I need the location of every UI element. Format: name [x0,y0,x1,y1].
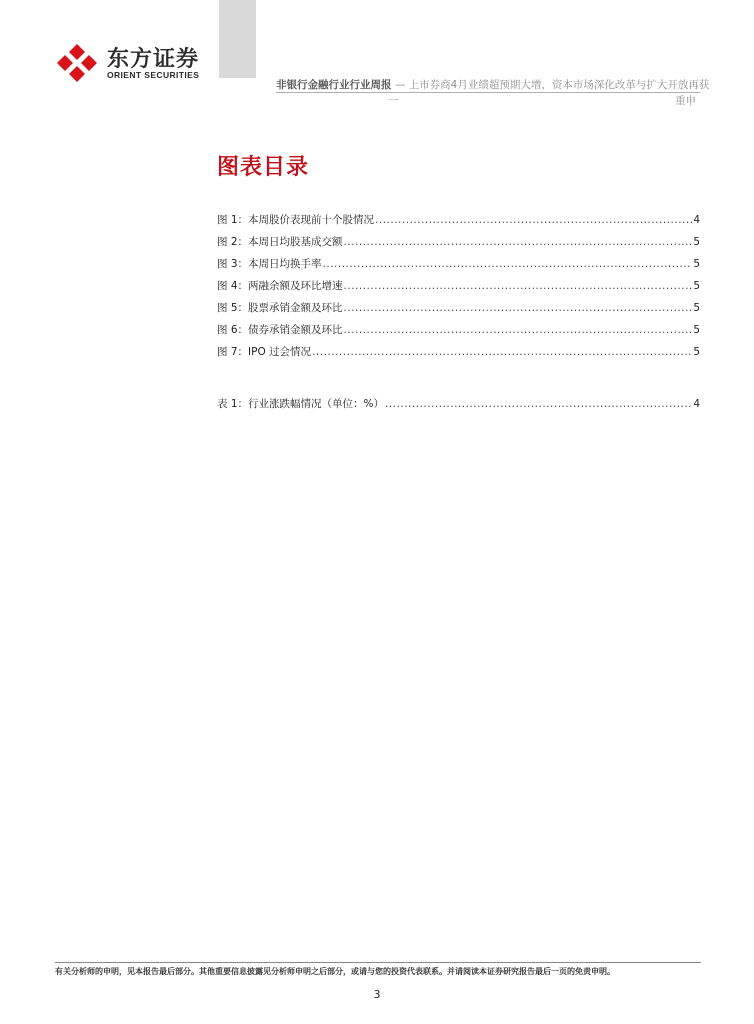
report-subtitle: 上市券商4月业绩超预期大增，资本市场深化改革与扩大开放再获 [408,79,710,91]
page-number: 3 [373,988,381,1001]
toc-entry-label: 图 6：债券承销金额及环比 [217,324,343,336]
toc-entry-figure-5[interactable] [217,300,700,322]
toc-entry-figure-7[interactable] [217,344,700,366]
toc-entry-figure-2[interactable] [217,234,700,256]
toc-entry-label: 表 1：行业涨跌幅情况（单位：%） [217,398,384,410]
toc-entry-page: 5 [693,324,700,336]
figure-list [217,212,700,366]
report-subtitle-end: 重申 [675,95,696,107]
toc-entry-page: 5 [693,258,700,270]
toc-entry-page: 5 [693,236,700,248]
toc-entry-label: 图 5：股票承销金额及环比 [217,302,343,314]
company-logo [55,42,215,84]
toc-entry-label: 图 7：IPO 过会情况 [217,346,312,358]
toc-entry-figure-3[interactable] [217,256,700,278]
footer-divider [55,962,701,963]
logo-name-en: ORIENT SECURITIES [107,70,200,80]
toc-leader-dots [385,398,692,410]
toc-entry-figure-6[interactable] [217,322,700,344]
toc-entry-page: 5 [693,280,700,292]
header-gray-bar [219,0,256,78]
toc-leader-dots [375,214,692,226]
toc-leader-dots [312,346,692,358]
toc-entry-figure-4[interactable] [217,278,700,300]
report-subtitle-continued: 一 [388,95,399,107]
toc-leader-dots [344,324,693,336]
header-divider [276,92,700,93]
toc-leader-dots [323,258,693,270]
toc-entry-label: 图 3：本周日均换手率 [217,258,322,270]
report-type: 非银行金融行业行业周报 [276,79,392,91]
table-list [217,396,700,418]
report-header [276,77,710,92]
toc-entry-label: 图 2：本周日均股基成交额 [217,236,343,248]
toc-title: 图表目录 [217,155,310,180]
toc-leader-dots [344,236,693,248]
toc-entry-label: 图 1：本周股价表现前十个股情况 [217,214,375,226]
toc-entry-figure-1[interactable] [217,212,700,234]
toc-entry-page: 5 [693,346,700,358]
toc-entry-page: 4 [693,214,700,226]
toc-leader-dots [344,302,693,314]
orient-securities-logo-icon [55,42,99,84]
logo-name-cn: 东方证券 [107,47,200,72]
footer-disclaimer: 有关分析师的申明，见本报告最后部分。其他重要信息披露见分析师申明之后部分，或请与您的投资代表联系。并请阅读本证券研究报告最后一页的免责申明。 [55,967,615,976]
toc-entry-page: 5 [693,302,700,314]
toc-entry-page: 4 [693,398,700,410]
header-separator: — [394,79,406,91]
toc-entry-label: 图 4：两融余额及环比增速 [217,280,343,292]
toc-entry-table-1[interactable] [217,396,700,418]
toc-leader-dots [344,280,693,292]
